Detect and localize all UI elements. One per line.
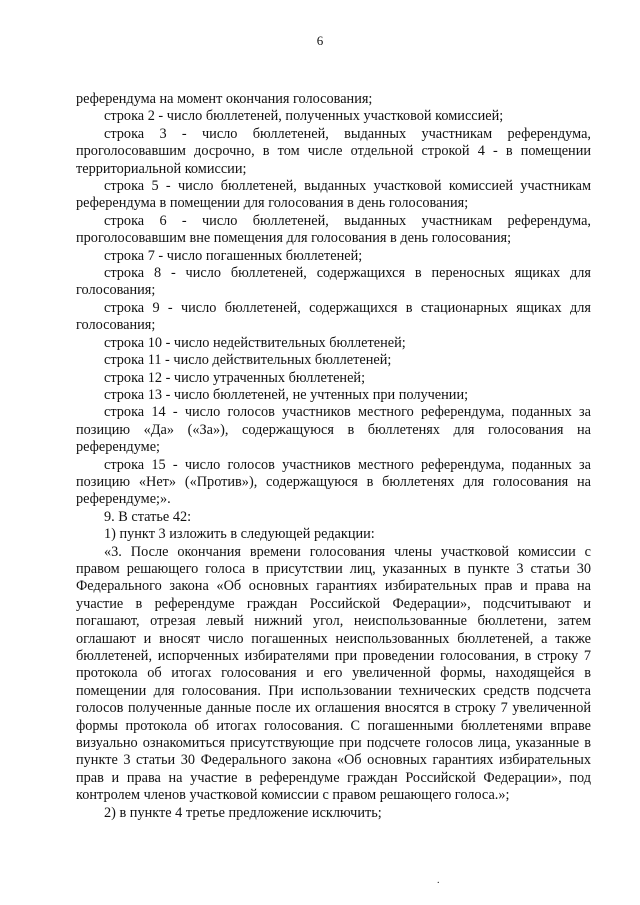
paragraph-continuation: референдума на момент окончания голосования; — [76, 91, 373, 107]
paragraph-new-clause-3: «3. После окончания времени голосования члены участковой комиссии с правом решающего голоса в присутствии лиц, указанных в пункте 3 статьи 30 Федерального закона «Об основных гарантиях избирательных прав и права на участие в референдуме граждан Российской Федерации», подсчитывают и погашают, отрезая левый нижний угол, неиспользованные бюллетени, затем оглашают и вносят число погашенных неиспользованных бюллетеней, а также бюллетеней, испорченных избирателями при проведении голосования, в строку 7 протокола об итогах голосования и его увеличенной формы, находящейся в помещении для голосования. При использовании технических средств подсчета голосов полученные данные после их оглашения вносятся в строку 7 увеличенной формы протокола об итогах голосования. С погашенными бюллетенями вправе визуально ознакомиться присутствующие при подсчете голосов лица, указанные в пункте 3 статьи 30 Федерального закона «Об основных гарантиях избирательных прав и права на участие в референдуме граждан Российской Федерации», под контролем членов участковой комиссии с правом решающего голоса.»; — [76, 543, 591, 804]
paragraph-line-3: строка 3 - число бюллетеней, выданных участникам референдума, проголосовавшим досрочно, в том числе отдельной строкой 4 - в помещении территориальной комиссии; — [76, 125, 591, 177]
paragraph-line-2: строка 2 - число бюллетеней, полученных участковой комиссией; — [104, 108, 504, 125]
paragraph-line-10: строка 10 - число недействительных бюллетеней; — [104, 334, 406, 351]
paragraph-line-8: строка 8 - число бюллетеней, содержащихся в переносных ящиках для голосования; — [76, 265, 591, 299]
body-text — [76, 91, 591, 822]
paragraph-article-42: 9. В статье 42: — [104, 508, 192, 525]
paragraph-line-13: строка 13 - число бюллетеней, не учтенных при получении; — [104, 386, 469, 403]
paragraph-line-14: строка 14 - число голосов участников местного референдума, поданных за позицию «Да» («За»), содержащуюся в бюллетенях для голосования на референдуме; — [76, 404, 591, 456]
paragraph-line-9: строка 9 - число бюллетеней, содержащихся в стационарных ящиках для голосования; — [76, 299, 591, 334]
page-number: 6 — [316, 33, 324, 48]
paragraph-item-1: 1) пункт 3 изложить в следующей редакции: — [104, 526, 375, 543]
bottom-mark: . — [437, 875, 440, 886]
paragraph-line-15: строка 15 - число голосов участников местного референдума, поданных за позицию «Нет» («Против»), содержащуюся в бюллетенях для голосования на референдуме;». — [76, 456, 591, 508]
paragraph-line-11: строка 11 - число действительных бюллетеней; — [104, 352, 392, 369]
paragraph-line-7: строка 7 - число погашенных бюллетеней; — [104, 247, 363, 264]
paragraph-line-5: строка 5 - число бюллетеней, выданных участковой комиссией участникам референдума в помещении для голосования в день голосования; — [76, 178, 591, 212]
paragraph-line-12: строка 12 - число утраченных бюллетеней; — [104, 369, 366, 386]
paragraph-item-2: 2) в пункте 4 третье предложение исключить; — [104, 804, 382, 821]
paragraph-line-6: строка 6 - число бюллетеней, выданных участникам референдума, проголосовавшим вне помещения для голосования в день голосования; — [76, 212, 591, 247]
